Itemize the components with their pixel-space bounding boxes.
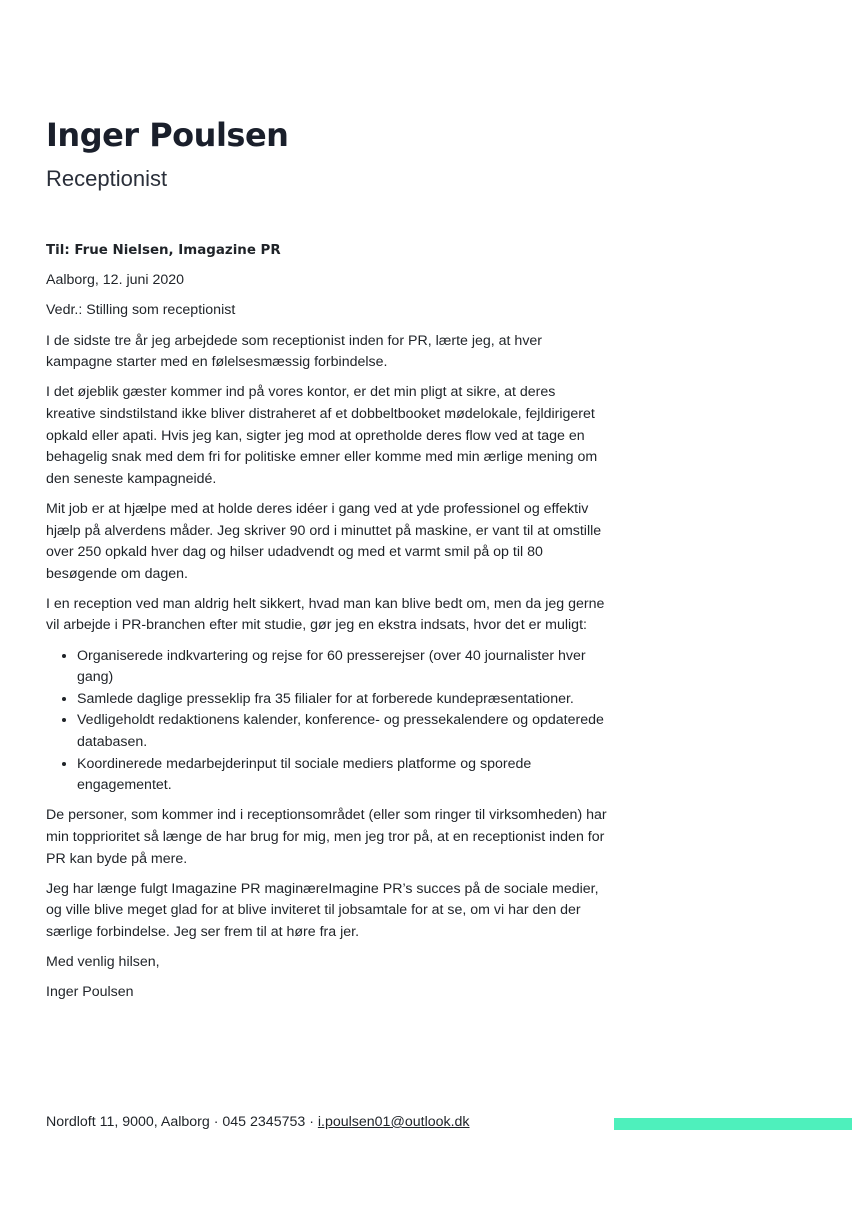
paragraph-intro: I de sidste tre år jeg arbejdede som receptionist inden for PR, lærte jeg, at hver kampagne starter med en følelsesmæssig forbindelse.	[46, 332, 543, 371]
paragraph-job: Mit job er at hjælpe med at holde deres idéer i gang ved at yde professionel og effektiv hjælp på alverdens måder. Jeg skriver 90 ord i minuttet på maskine, er vant til at omstille over 250 opkald hver dag og hilser udadvendt og med et varmt smil på op til 80 besøgende om dagen.	[46, 500, 602, 582]
list-item: • Koordinerede medarbejderinput til sociale mediers platforme og sporede engagementet.	[77, 754, 608, 797]
paragraph-reception: I en reception ved man aldrig helt sikkert, hvad man kan blive bedt om, men da jeg gerne vil arbejde i PR-branchen efter mit studie, gør jeg en ekstra indsats, hvor det er muligt:	[46, 595, 605, 634]
footer-separator: ·	[209, 1114, 223, 1130]
footer-phone: 045 2345753	[222, 1114, 306, 1130]
footer-email-link[interactable]: i.poulsen01@outlook.dk	[317, 1114, 470, 1130]
paragraph-closing-remarks: Jeg har længe fulgt Imagazine PR maginæreImagine PR’s succes på de sociale medier, og ville blive meget glad for at blive inviteret til jobsamtale for at se, om vi har den der særlige forbindelse. Jeg ser frem til at høre fra jer.	[46, 880, 599, 940]
applicant-name: Inger Poulsen	[46, 116, 289, 154]
list-item: • Samlede daglige presseklip fra 35 filialer for at forberede kundepræsentationer.	[77, 689, 608, 711]
contact-footer	[46, 1112, 470, 1133]
paragraph-guests: I det øjeblik gæster kommer ind på vores kontor, er det min pligt at sikre, at deres kreative sindstilstand ikke bliver distraheret af et dobbeltbooket mødelokale, fejldirigeret opkald eller apati. Hvis jeg kan, sigter jeg mod at opretholde deres flow ved at tage en behagelig snak med dem fri for politiske emner eller komme med min ærlige mening om den seneste kampagneidé.	[46, 384, 598, 487]
subject-line: Vedr.: Stilling som receptionist	[46, 302, 236, 319]
applicant-role: Receptionist	[46, 166, 168, 191]
recipient-line: Til: Frue Nielsen, Imagazine PR	[46, 243, 281, 258]
date-line: Aalborg, 12. juni 2020	[46, 272, 185, 289]
accent-bar	[614, 1118, 852, 1130]
achievements-list	[46, 646, 608, 797]
list-item: • Organiserede indkvartering og rejse for 60 presserejser (over 40 journalister hver gang)	[77, 646, 608, 689]
paragraph-priority: De personer, som kommer ind i receptionsområdet (eller som ringer til virksomheden) har min topprioritet så længe de har brug for mig, men jeg tror på, at en receptionist inden for PR kan byde på mere.	[46, 807, 607, 867]
footer-separator: ·	[305, 1114, 318, 1130]
signature: Inger Poulsen	[46, 984, 134, 1001]
letter-body	[46, 240, 608, 1013]
closing-line: Med venlig hilsen,	[46, 954, 160, 971]
list-item: • Vedligeholdt redaktionens kalender, konference- og pressekalendere og opdaterede databasen.	[77, 710, 608, 753]
footer-address: Nordloft 11, 9000, Aalborg	[46, 1114, 210, 1130]
